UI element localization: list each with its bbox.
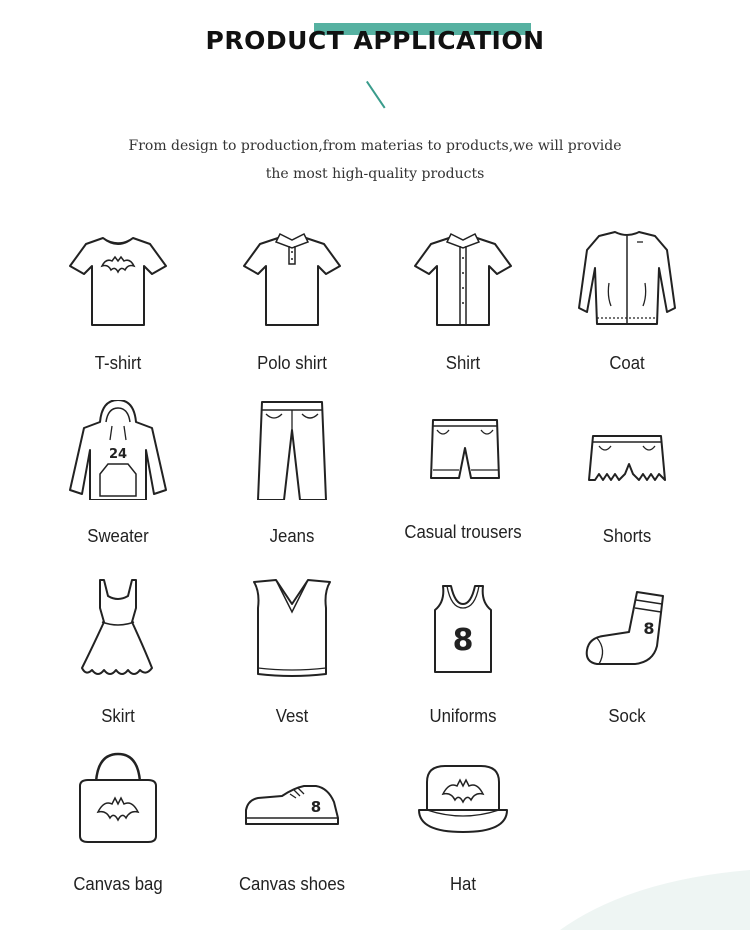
product-label: Canvas bag <box>73 874 163 894</box>
tshirt-icon <box>68 228 168 328</box>
background-wave-decoration <box>550 850 750 930</box>
section-title: PRODUCT APPLICATION <box>205 26 545 55</box>
product-label: Hat <box>449 874 477 894</box>
hoodie-number: 24 <box>108 447 128 462</box>
shorts-icon <box>577 400 677 500</box>
vest-icon <box>242 578 342 678</box>
dress-icon <box>68 578 168 678</box>
product-label: T-shirt <box>94 353 142 373</box>
jersey-number: 8 <box>452 623 474 658</box>
product-label: Jeans <box>269 526 315 546</box>
sock-number: 8 <box>643 619 655 638</box>
sneaker-icon <box>242 752 342 852</box>
product-label: Polo shirt <box>257 353 327 373</box>
product-label: Shirt <box>445 353 481 373</box>
product-label: Shorts <box>602 526 652 546</box>
cap-icon <box>413 752 513 852</box>
product-label: Uniforms <box>429 706 497 726</box>
polo-shirt-icon <box>242 228 342 328</box>
intro-line-2: the most high-quality products <box>265 166 485 182</box>
hoodie-icon <box>68 400 168 500</box>
shirt-icon <box>413 228 513 328</box>
product-label: Coat <box>609 353 645 373</box>
coat-icon <box>577 228 677 328</box>
shoe-number: 8 <box>310 798 322 816</box>
decorative-slash <box>366 81 386 109</box>
sock-icon <box>577 578 677 678</box>
product-label: Sock <box>608 706 646 726</box>
product-label: Vest <box>275 706 309 726</box>
product-label: Skirt <box>101 706 135 726</box>
bag-icon <box>68 752 168 852</box>
casual-trousers-icon <box>413 408 513 508</box>
jeans-icon <box>242 400 342 500</box>
product-label: Sweater <box>87 526 149 546</box>
product-label: Canvas shoes <box>238 874 346 894</box>
product-label: Casual trousers <box>404 522 522 542</box>
intro-line-1: From design to production,from materias to products,we will provide <box>128 138 622 154</box>
jersey-icon <box>413 578 513 678</box>
